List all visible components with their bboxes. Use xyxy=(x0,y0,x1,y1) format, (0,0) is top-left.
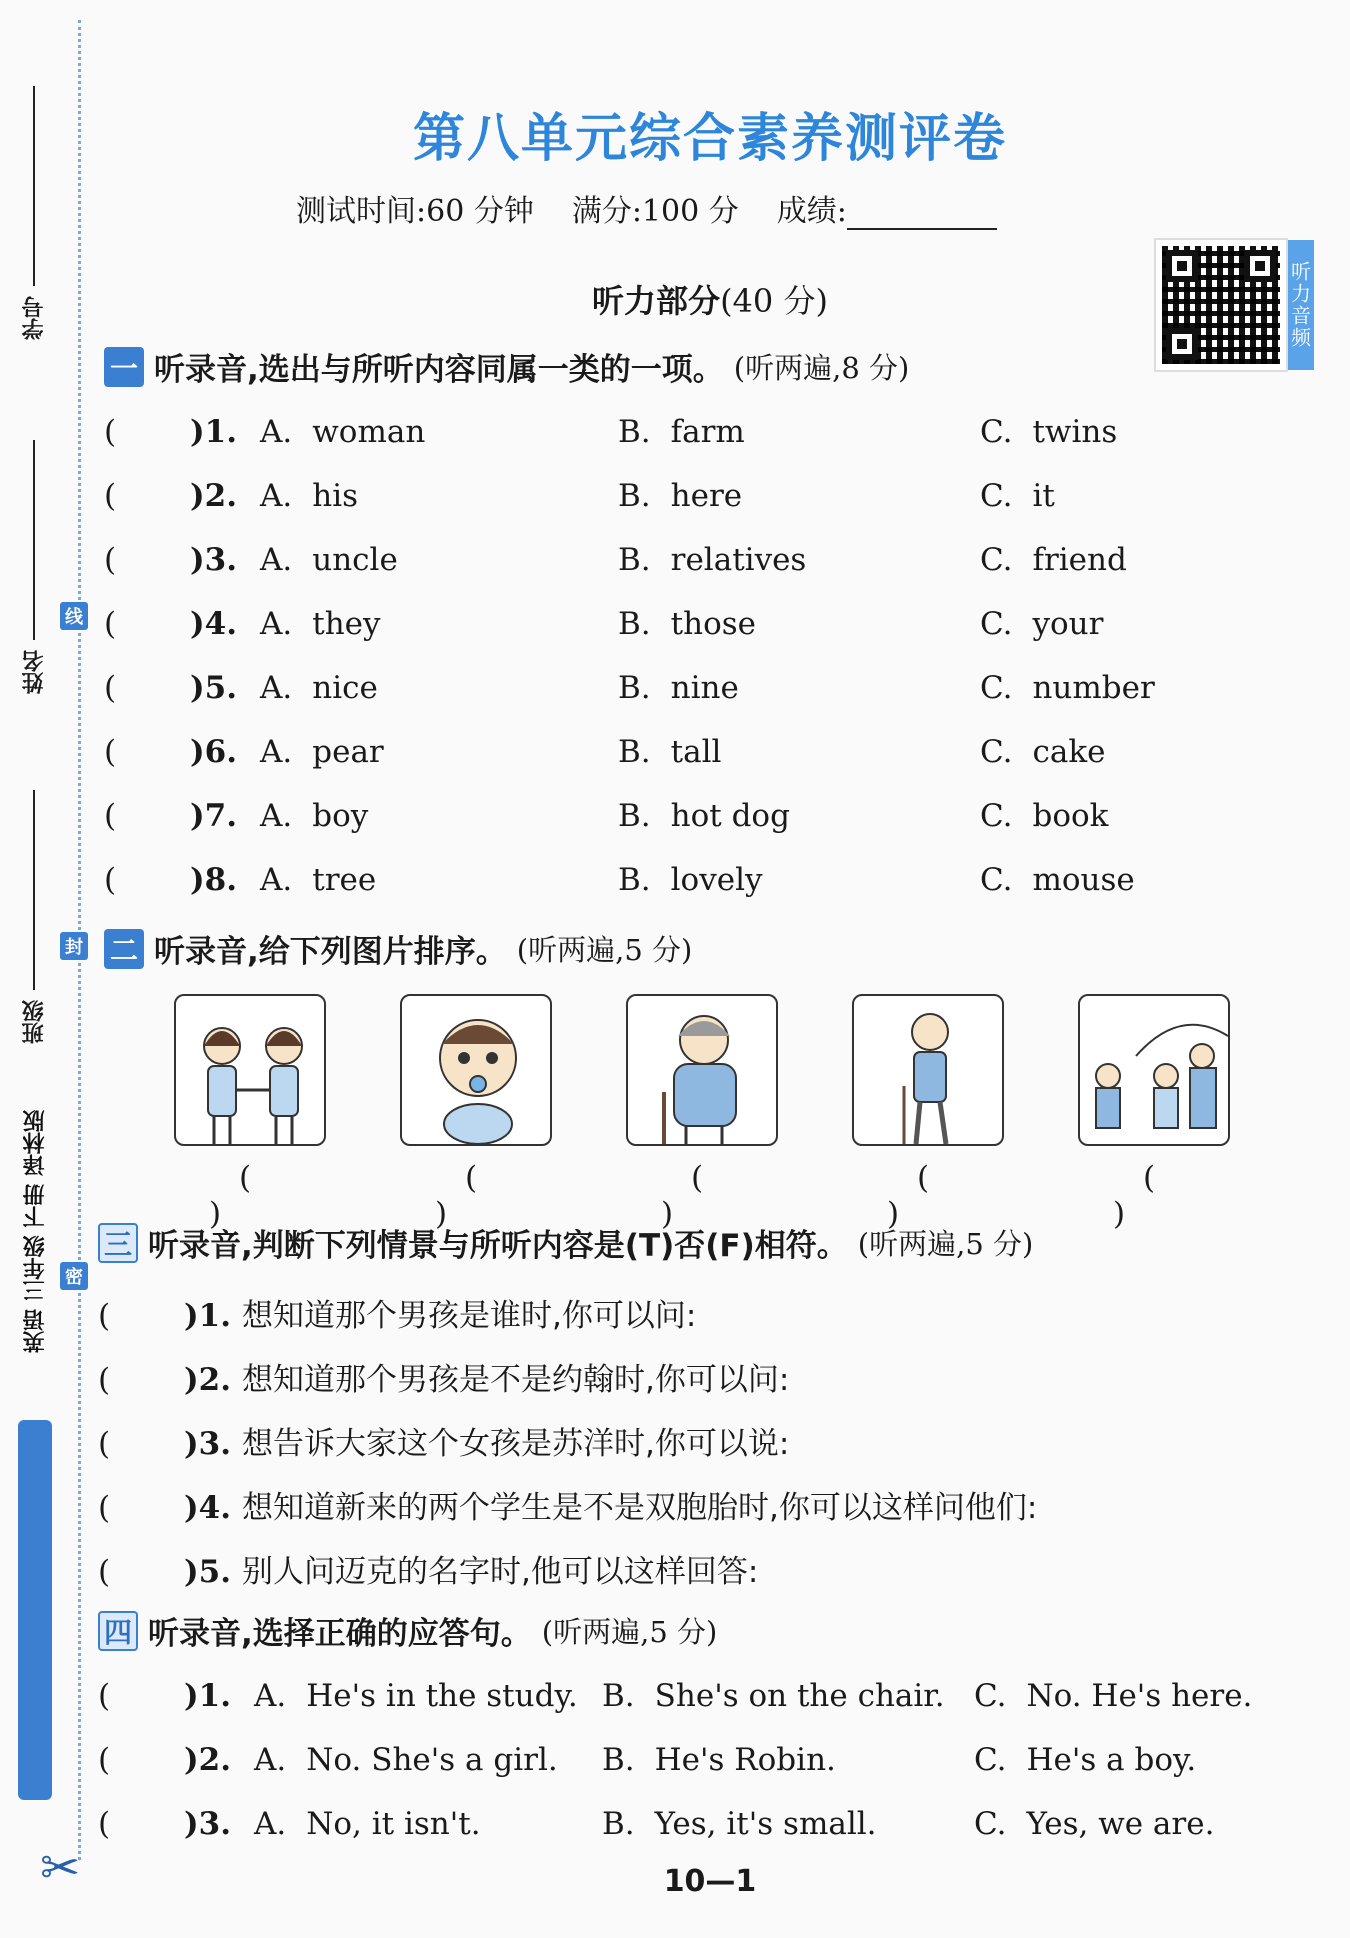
option-text: cake xyxy=(1032,734,1106,770)
option-b xyxy=(602,1678,945,1714)
option-text: He's Robin. xyxy=(654,1742,836,1778)
seal-secret-mark: 密 xyxy=(60,1262,88,1290)
option-text: He's in the study. xyxy=(306,1678,578,1714)
score-blank[interactable] xyxy=(847,200,997,230)
answer-paren[interactable]: ( xyxy=(98,1806,111,1842)
section-3-heading xyxy=(98,1220,1033,1265)
option-c xyxy=(980,478,1055,514)
answer-paren[interactable]: ( xyxy=(104,862,117,898)
option-text: No. She's a girl. xyxy=(306,1742,558,1778)
option-text: your xyxy=(1032,606,1104,642)
answer-paren[interactable]: ( xyxy=(98,1742,111,1778)
option-text: He's a boy. xyxy=(1026,1742,1197,1778)
choice-question-row xyxy=(104,606,1104,642)
picture-5-answer[interactable]: ( ) xyxy=(1112,1160,1226,1232)
option-letter: B. xyxy=(618,606,651,642)
option-letter: C. xyxy=(980,414,1013,450)
option-b xyxy=(618,478,742,514)
judge-question-row xyxy=(98,1546,758,1591)
option-a xyxy=(260,414,425,450)
option-text: She's on the chair. xyxy=(654,1678,945,1714)
option-letter: A. xyxy=(260,414,293,450)
option-b xyxy=(618,670,739,706)
section-4-number: 四 xyxy=(98,1611,138,1651)
option-text: relatives xyxy=(670,542,807,578)
part-heading xyxy=(0,276,1350,322)
student-id-label: 学号 xyxy=(21,296,47,340)
option-text: No. He's here. xyxy=(1026,1678,1253,1714)
time-label: 测试时间:60 分钟 xyxy=(296,194,534,229)
option-c xyxy=(980,798,1108,834)
section-3-title: 听录音,判断下列情景与所听内容是(T)否(F)相符。 xyxy=(148,1228,848,1264)
option-text: Yes, it's small. xyxy=(654,1806,877,1842)
answer-paren[interactable]: ( xyxy=(98,1426,111,1462)
part-title: 听力部分 xyxy=(592,282,721,320)
answer-paren[interactable]: ( xyxy=(104,606,117,642)
picture-two-girls xyxy=(174,994,326,1146)
question-number: )7. xyxy=(190,798,238,834)
option-letter: A. xyxy=(260,862,293,898)
option-letter: A. xyxy=(254,1742,287,1778)
picture-family-group xyxy=(1078,994,1230,1146)
option-text: farm xyxy=(670,414,745,450)
response-question-row xyxy=(98,1806,1215,1842)
name-line xyxy=(33,440,35,640)
option-c xyxy=(974,1806,1214,1842)
option-text: hot dog xyxy=(670,798,790,834)
question-text: 想知道那个男孩是不是约翰时,你可以问: xyxy=(242,1362,790,1398)
question-number: )4. xyxy=(190,606,238,642)
option-text: nine xyxy=(670,670,739,706)
answer-paren[interactable]: ( xyxy=(98,1362,111,1398)
option-letter: A. xyxy=(254,1806,287,1842)
option-a xyxy=(254,1806,481,1842)
question-number: )4. xyxy=(184,1490,232,1526)
option-letter: B. xyxy=(618,862,651,898)
name-label: 姓名 xyxy=(21,650,47,694)
option-c xyxy=(974,1678,1252,1714)
option-a xyxy=(254,1742,558,1778)
choice-question-row xyxy=(104,542,1127,578)
option-a xyxy=(260,798,368,834)
question-number: )3. xyxy=(190,542,238,578)
option-text: those xyxy=(670,606,756,642)
answer-paren[interactable]: ( xyxy=(104,670,117,706)
option-b xyxy=(602,1806,877,1842)
section-4-heading xyxy=(98,1608,717,1653)
option-letter: B. xyxy=(618,542,651,578)
seal-line-mark: 线 xyxy=(60,602,88,630)
picture-baby xyxy=(400,994,552,1146)
option-text: boy xyxy=(312,798,369,834)
option-c xyxy=(980,606,1103,642)
class-line xyxy=(33,790,35,990)
option-letter: C. xyxy=(980,478,1013,514)
option-text: here xyxy=(670,478,743,514)
option-letter: C. xyxy=(980,606,1013,642)
option-letter: C. xyxy=(980,670,1013,706)
option-letter: A. xyxy=(260,734,293,770)
option-letter: C. xyxy=(974,1742,1007,1778)
series-label xyxy=(18,1110,52,1810)
section-1-heading xyxy=(104,344,909,389)
question-number: )2. xyxy=(184,1742,232,1778)
question-number: )3. xyxy=(184,1426,232,1462)
picture-2-answer[interactable]: ( ) xyxy=(434,1160,548,1232)
class-field xyxy=(14,790,54,1044)
answer-paren[interactable]: ( xyxy=(104,542,117,578)
section-2-number: 二 xyxy=(104,929,144,969)
seal-seal-mark: 封 xyxy=(60,932,88,960)
option-text: uncle xyxy=(312,542,398,578)
option-text: tall xyxy=(670,734,722,770)
option-text: tree xyxy=(312,862,377,898)
option-text: his xyxy=(312,478,359,514)
part-points: (40 分) xyxy=(720,282,828,320)
answer-paren[interactable]: ( xyxy=(98,1554,111,1590)
section-1-number: 一 xyxy=(104,347,144,387)
question-number: )1. xyxy=(184,1298,232,1334)
option-text: lovely xyxy=(670,862,763,898)
choice-question-row xyxy=(104,798,1109,834)
option-a xyxy=(260,862,376,898)
option-c xyxy=(980,414,1117,450)
judge-question-row xyxy=(98,1290,696,1335)
option-letter: B. xyxy=(602,1678,635,1714)
picture-grandmother xyxy=(626,994,778,1146)
name-field xyxy=(14,440,54,694)
full-score-label: 满分:100 分 xyxy=(571,194,739,229)
score-field xyxy=(777,186,997,230)
option-text: woman xyxy=(312,414,426,450)
section-2-note: (听两遍,5 分) xyxy=(516,933,693,967)
judge-question-row xyxy=(98,1482,1037,1527)
choice-question-row xyxy=(104,862,1135,898)
option-letter: A. xyxy=(260,606,293,642)
section-3-number: 三 xyxy=(98,1223,138,1263)
option-letter: A. xyxy=(260,542,293,578)
picture-4-answer[interactable]: ( ) xyxy=(886,1160,1000,1232)
judge-question-row xyxy=(98,1354,789,1399)
option-b xyxy=(618,542,806,578)
question-text: 别人问迈克的名字时,他可以这样回答: xyxy=(242,1554,759,1590)
section-1-note: (听两遍,8 分) xyxy=(733,351,910,385)
series-text: 英语 三年级 下册 译林版 xyxy=(22,1110,48,1353)
option-text: nice xyxy=(312,670,378,706)
option-text: number xyxy=(1032,670,1155,706)
section-3-note: (听两遍,5 分) xyxy=(857,1227,1034,1261)
question-number: )8. xyxy=(190,862,238,898)
option-letter: B. xyxy=(618,414,651,450)
option-a xyxy=(260,478,358,514)
answer-paren[interactable]: ( xyxy=(104,734,117,770)
option-a xyxy=(254,1678,578,1714)
section-4-title: 听录音,选择正确的应答句。 xyxy=(148,1616,532,1652)
section-1-title: 听录音,选出与所听内容同属一类的一项。 xyxy=(154,352,724,388)
option-letter: A. xyxy=(254,1678,287,1714)
question-number: )6. xyxy=(190,734,238,770)
page-title: 第八单元综合素养测评卷 xyxy=(412,109,1007,169)
judge-question-row xyxy=(98,1418,789,1463)
response-question-row xyxy=(98,1678,1253,1714)
option-b xyxy=(618,606,756,642)
exam-meta xyxy=(296,186,997,230)
question-number: )5. xyxy=(184,1554,232,1590)
option-letter: B. xyxy=(602,1806,635,1842)
question-number: )1. xyxy=(184,1678,232,1714)
option-letter: A. xyxy=(260,478,293,514)
option-a xyxy=(260,542,398,578)
option-text: No, it isn't. xyxy=(306,1806,481,1842)
option-text: Yes, we are. xyxy=(1026,1806,1215,1842)
question-text: 想知道新来的两个学生是不是双胞胎时,你可以这样问他们: xyxy=(242,1490,1038,1526)
option-text: it xyxy=(1032,478,1055,514)
scissors-icon: ✂ xyxy=(40,1840,81,1896)
picture-row xyxy=(174,994,1234,1232)
option-letter: B. xyxy=(618,478,651,514)
option-letter: C. xyxy=(980,542,1013,578)
option-c xyxy=(980,670,1155,706)
question-number: )1. xyxy=(190,414,238,450)
answer-paren[interactable]: ( xyxy=(104,414,117,450)
option-text: pear xyxy=(312,734,384,770)
option-letter: B. xyxy=(618,670,651,706)
option-letter: B. xyxy=(618,798,651,834)
choice-question-row xyxy=(104,414,1118,450)
option-text: friend xyxy=(1032,542,1127,578)
class-label: 班级 xyxy=(21,1000,47,1044)
question-number: )5. xyxy=(190,670,238,706)
response-question-row xyxy=(98,1742,1197,1778)
option-text: they xyxy=(312,606,381,642)
option-letter: A. xyxy=(260,670,293,706)
section-2-title: 听录音,给下列图片排序。 xyxy=(154,934,507,970)
option-text: book xyxy=(1032,798,1109,834)
option-letter: B. xyxy=(618,734,651,770)
option-text: mouse xyxy=(1032,862,1135,898)
option-letter: A. xyxy=(260,798,293,834)
option-a xyxy=(260,670,378,706)
option-letter: C. xyxy=(974,1678,1007,1714)
answer-paren[interactable]: ( xyxy=(98,1298,111,1334)
picture-grandfather xyxy=(852,994,1004,1146)
option-letter: C. xyxy=(980,862,1013,898)
option-b xyxy=(618,862,763,898)
answer-paren[interactable]: ( xyxy=(98,1490,111,1526)
option-c xyxy=(980,542,1127,578)
option-a xyxy=(260,606,381,642)
picture-3-answer[interactable]: ( ) xyxy=(660,1160,774,1232)
option-b xyxy=(618,798,790,834)
option-text: twins xyxy=(1032,414,1118,450)
question-number: )2. xyxy=(190,478,238,514)
option-letter: B. xyxy=(602,1742,635,1778)
option-c xyxy=(980,862,1135,898)
answer-paren[interactable]: ( xyxy=(98,1678,111,1714)
page-number: 10—1 xyxy=(663,1864,757,1899)
choice-question-row xyxy=(104,670,1155,706)
option-c xyxy=(980,734,1105,770)
score-label: 成绩: xyxy=(776,194,847,229)
section-2-heading xyxy=(104,926,692,971)
answer-paren[interactable]: ( xyxy=(104,478,117,514)
qr-finder xyxy=(1166,328,1198,360)
question-text: 想告诉大家这个女孩是苏洋时,你可以说: xyxy=(242,1426,790,1462)
section-4-note: (听两遍,5 分) xyxy=(541,1615,718,1649)
option-b xyxy=(618,734,721,770)
question-number: )3. xyxy=(184,1806,232,1842)
picture-1-answer[interactable]: ( ) xyxy=(208,1160,322,1232)
option-c xyxy=(974,1742,1196,1778)
question-number: )2. xyxy=(184,1362,232,1398)
option-a xyxy=(260,734,384,770)
choice-question-row xyxy=(104,478,1055,514)
question-text: 想知道那个男孩是谁时,你可以问: xyxy=(242,1298,697,1334)
option-b xyxy=(602,1742,836,1778)
option-letter: C. xyxy=(974,1806,1007,1842)
qr-audio-tag: 听力音频 xyxy=(1286,240,1314,370)
answer-paren[interactable]: ( xyxy=(104,798,117,834)
option-letter: C. xyxy=(980,734,1013,770)
option-letter: C. xyxy=(980,798,1013,834)
option-b xyxy=(618,414,745,450)
choice-question-row xyxy=(104,734,1106,770)
